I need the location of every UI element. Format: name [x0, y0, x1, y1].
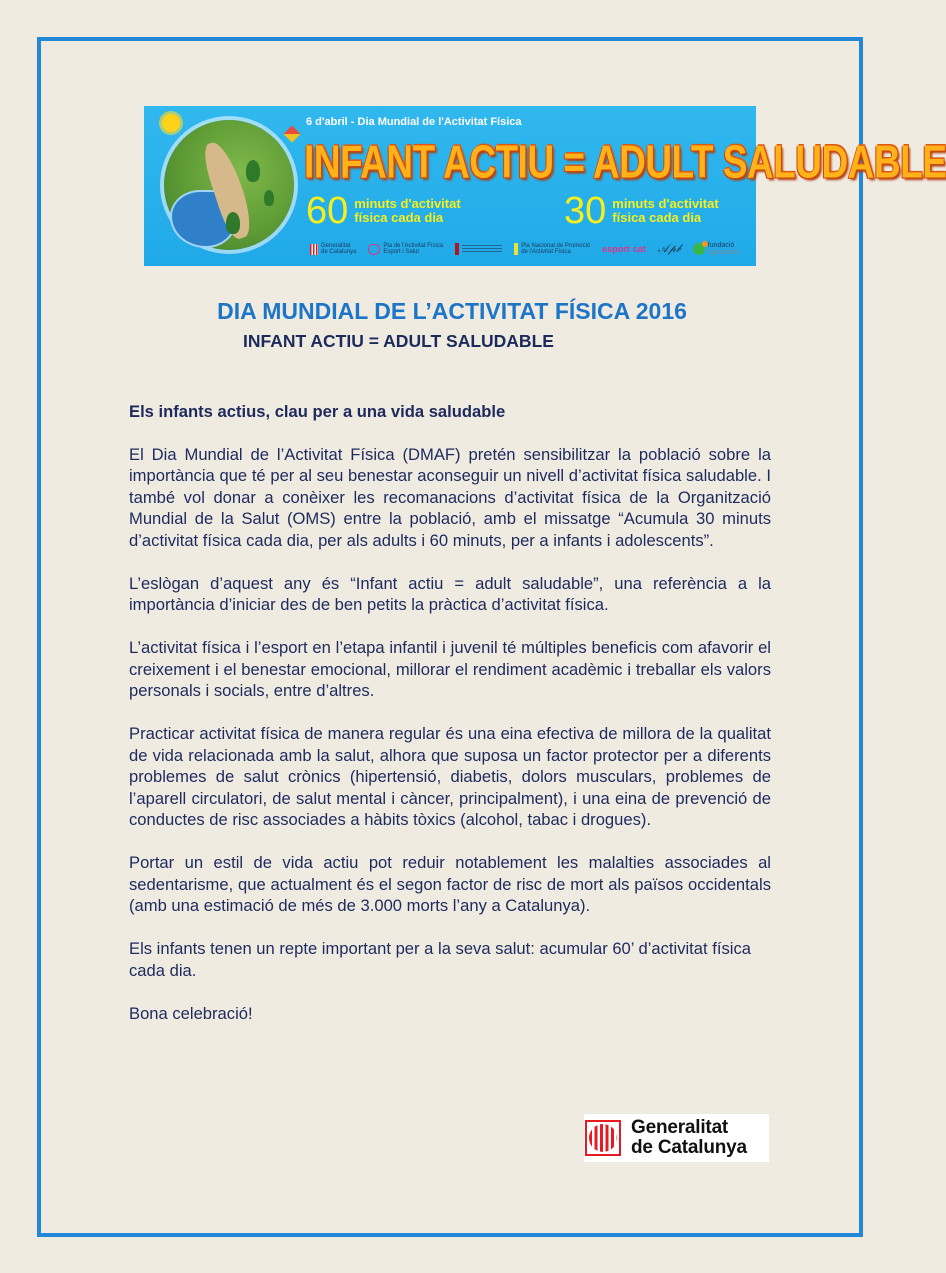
fundacio-dot-icon [693, 243, 705, 255]
kids-minutes-line2: física cada dia [354, 210, 444, 225]
tree-icon [226, 212, 240, 234]
logo-esportcat [602, 246, 646, 252]
senyera-stripes [589, 1124, 617, 1152]
logo-institution [455, 243, 502, 255]
yellow-bar-icon [514, 243, 518, 255]
document-body [129, 401, 771, 1046]
generalitat-logo-text [631, 1118, 747, 1158]
logo-text: agrupació [707, 249, 739, 256]
section-heading: Els infants actius, clau per a una vida saludable [129, 402, 506, 421]
adults-minutes-line1: minuts d'activitat [612, 196, 719, 211]
logo-text: Generalitat [321, 243, 351, 249]
generalitat-shield-icon [310, 244, 318, 255]
tree-icon [246, 160, 260, 182]
logo-pla-activitat-fisica [368, 243, 443, 255]
paragraph-closing: Bona celebració! [129, 1003, 253, 1023]
sponsor-logo-strip [310, 239, 740, 259]
event-banner [144, 106, 946, 266]
logo-text: cat [632, 244, 646, 254]
globe-illustration [164, 120, 294, 250]
generalitat-logo-line1: Generalitat [631, 1117, 729, 1138]
logo-text: Pla Nacional de Promoció [521, 243, 591, 249]
logo-text: esport [602, 244, 630, 254]
signature-logo: 𝒜𝓅𝒷 [657, 242, 681, 255]
adults-minutes-text [612, 197, 718, 225]
paragraph-sedentarism: Portar un estil de vida actiu pot reduir notablement les malalties associades al sedentarisme, que actualment és el segon factor de risc de mort als països occidentals (amb una estimació de més de 3.000 morts l’any a Catalunya). [129, 853, 771, 915]
banner-adults-minutes [564, 192, 719, 230]
logo-text: de Catalunya [321, 249, 357, 255]
logo-text: Pla de l'Activitat Física [383, 243, 444, 249]
paragraph-challenge: Els infants tenen un repte important per a la seva salut: acumular 60’ d’activitat física cada dia. [129, 939, 751, 980]
logo-generalitat [310, 243, 356, 255]
banner-date-line: 6 d'abril - Dia Mundial de l'Activitat Física [306, 116, 522, 128]
sun-icon [162, 114, 180, 132]
generalitat-logo-line2: de Catalunya [631, 1137, 747, 1158]
logo-text-lines [462, 245, 502, 253]
banner-kids-minutes [306, 192, 461, 230]
kite-icon [284, 126, 301, 143]
kids-minutes-text [354, 197, 460, 225]
document-subtitle: INFANT ACTIU = ADULT SALUDABLE [243, 331, 554, 351]
logo-text: fundació [707, 242, 735, 249]
paragraph-benefits: L’activitat física i l’esport en l’etapa infantil i juvenil té múltiples beneficis com afavorir el creixement i el benestar emocional, millorar el rendiment acadèmic i treballar els valors personals i socials, entre d’altres. [129, 638, 771, 700]
tree-icon [264, 190, 274, 206]
logo-pla-nacional [514, 243, 590, 255]
logo-text: Esport i Salut [383, 249, 420, 255]
generalitat-logo [584, 1114, 769, 1162]
document-title: DIA MUNDIAL DE L’ACTIVITAT FÍSICA 2016 [217, 298, 687, 324]
logo-text: de l'Activitat Física [521, 249, 571, 255]
heart-icon [368, 244, 380, 255]
logo-fundacio-agrupacio [693, 242, 739, 256]
paragraph-slogan: L’eslògan d’aquest any és “Infant actiu = adult saludable”, una referència a la importància d’iniciar des de ben petits la pràctica d’activitat física. [129, 573, 771, 614]
adults-minutes-number: 30 [564, 190, 607, 232]
institution-mark-icon [455, 243, 459, 255]
paragraph-intro: El Dia Mundial de l’Activitat Física (DMAF) pretén sensibilitzar la població sobre la importància que té per al seu benestar aconseguir un nivell d’activitat física saludable. I també vol donar a conèixer les recomanacions d’activitat física de la Organització Mundial de la Salut (OMS) entre la població, amb el missatge “Acumula 30 minuts d’activitat física cada dia, per als adults i 60 minuts, per a infants i adolescents”. [129, 444, 771, 550]
kids-minutes-number: 60 [306, 190, 349, 232]
generalitat-shield-icon [585, 1120, 621, 1156]
banner-slogan: INFANT ACTIU = ADULT SALUDABLE [304, 136, 946, 188]
kids-minutes-line1: minuts d'activitat [354, 196, 461, 211]
adults-minutes-line2: física cada dia [612, 210, 702, 225]
paragraph-health: Practicar activitat física de manera regular és una eina efectiva de millora de la qualitat de vida relacionada amb la salut, alhora que suposa un factor protector per a diferents problemes de salut crònics (hipertensió, diabetis, dolors musculars, problemes de l’aparell circulatori, de salut mental i càncer, principalment), i una eina de prevenció de conductes de risc associades a hàbits tòxics (alcohol, tabac i drogues). [129, 724, 771, 829]
